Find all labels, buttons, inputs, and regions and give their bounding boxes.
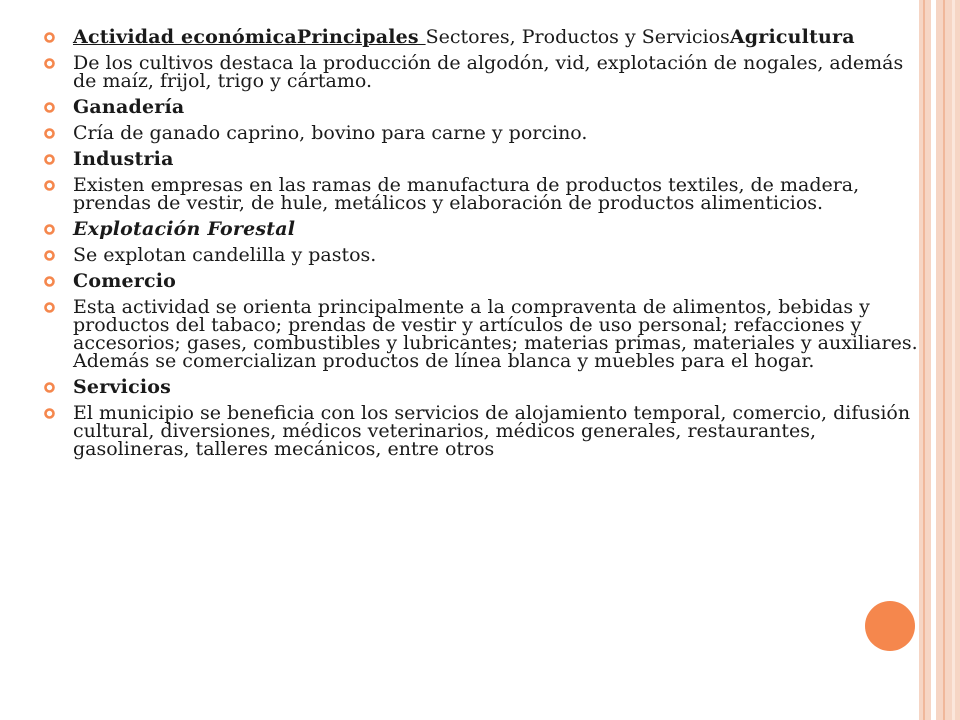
ganaderia-text: Cría de ganado caprino, bovino para carne y porcino.	[73, 122, 588, 144]
industria-text: Existen empresas en las ramas de manufactura de productos textiles, de madera, prendas de vestir, de hule, metálicos y elaboración de productos alimenticios.	[73, 174, 860, 214]
bullet-list	[44, 28, 924, 466]
heading-industria: Industria	[73, 148, 174, 170]
ring-bullet-icon	[44, 128, 55, 139]
heading-actividad: Actividad económica	[73, 26, 297, 48]
list-item	[44, 54, 924, 90]
ring-bullet-icon	[44, 302, 55, 313]
ring-bullet-icon	[44, 58, 55, 69]
list-item	[44, 220, 924, 238]
servicios-text: El municipio se beneficia con los servicios de alojamiento temporal, comercio, difusión cultural, diversiones, médicos veterinarios, médicos generales, restaurantes, gasolineras, talleres mecánicos, entre otros	[73, 402, 911, 460]
list-item	[44, 124, 924, 142]
heading-ganaderia: Ganadería	[73, 96, 185, 118]
list-item	[44, 246, 924, 264]
heading-servicios: Servicios	[73, 376, 172, 398]
ring-bullet-icon	[44, 276, 55, 287]
ring-bullet-icon	[44, 32, 55, 43]
forestal-text: Se explotan candelilla y pastos.	[73, 244, 377, 266]
border-stripe	[943, 0, 945, 720]
list-item	[44, 98, 924, 116]
ring-bullet-icon	[44, 224, 55, 235]
heading-sectores: Sectores, Productos y Servicios	[425, 26, 730, 48]
ring-bullet-icon	[44, 180, 55, 191]
list-item	[44, 28, 924, 46]
ring-bullet-icon	[44, 250, 55, 261]
ring-bullet-icon	[44, 102, 55, 113]
list-item	[44, 404, 924, 458]
agricultura-text: De los cultivos destaca la producción de algodón, vid, explotación de nogales, además de maíz, frijol, trigo y cártamo.	[73, 52, 904, 92]
ring-bullet-icon	[44, 382, 55, 393]
ring-bullet-icon	[44, 408, 55, 419]
list-item	[44, 298, 924, 370]
heading-explotacion-forestal: Explotación Forestal	[73, 218, 296, 240]
list-item	[44, 272, 924, 290]
border-stripe	[952, 0, 955, 720]
right-decorative-border	[919, 0, 960, 720]
heading-agricultura: Agricultura	[729, 26, 855, 48]
comercio-text: Esta actividad se orienta principalmente a la compraventa de alimentos, bebidas y productos del tabaco; prendas de vestir y artículos de uso personal; refacciones y accesorios; gases, combustibles y lubricantes; materias primas, materiales y auxiliares. Además se comercializan productos de línea blanca y muebles para el hogar.	[73, 296, 918, 372]
list-item	[44, 176, 924, 212]
ring-bullet-icon	[44, 154, 55, 165]
list-item	[44, 150, 924, 168]
list-item	[44, 378, 924, 396]
decorative-orange-circle	[865, 601, 915, 651]
heading-comercio: Comercio	[73, 270, 177, 292]
heading-principales: Principales	[296, 26, 426, 48]
border-stripe	[931, 0, 936, 720]
